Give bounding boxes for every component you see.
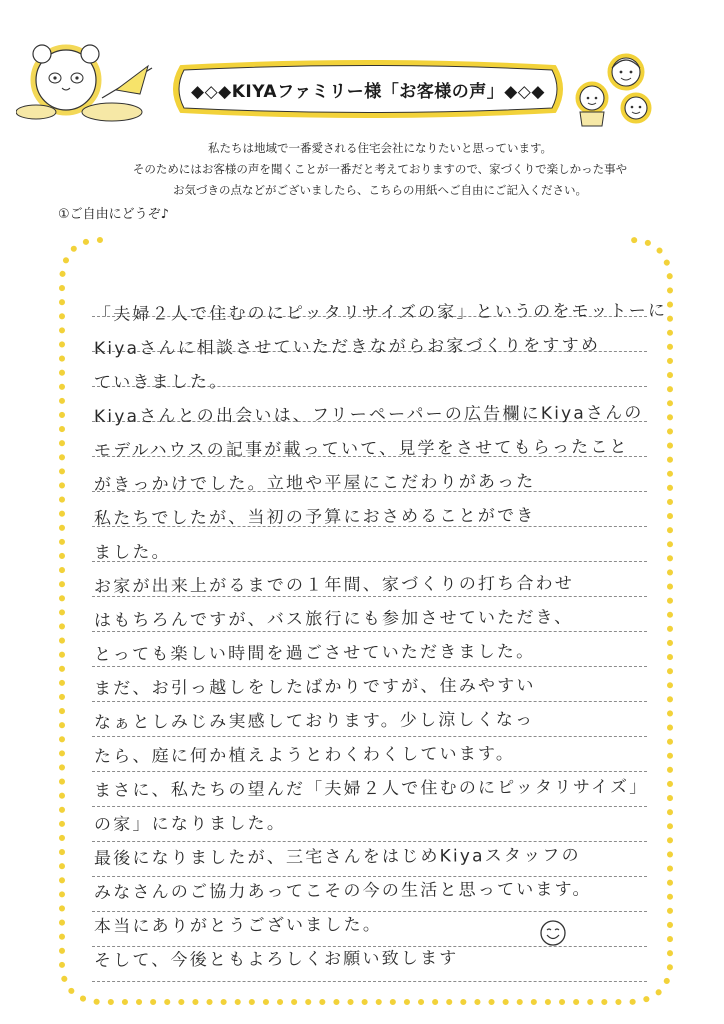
- letter-line: 「夫婦２人で住むのにピッタリサイズの家」というのをモットーに: [93, 300, 668, 325]
- letter-line: ました。: [93, 542, 171, 563]
- letter-line: モデルハウスの記事が載っていて、見学をさせてもらったこと: [93, 437, 629, 461]
- section-label: ①ご自由にどうぞ♪: [58, 207, 169, 222]
- letter-line: とっても楽しい時間を過ごさせていただきました。: [93, 641, 536, 665]
- letter-line: たら、庭に何か植えようとわくわくしています。: [93, 744, 516, 767]
- intro-line: 私たちは地域で一番愛される住宅会社になりたいと思っています。: [207, 141, 553, 155]
- page-title: ◆◇◆KIYAファミリー様「お客様の声」◆◇◆: [191, 82, 545, 102]
- letter-line: 最後になりましたが、三宅さんをはじめKiyaスタッフの: [93, 845, 581, 869]
- letter-line: がきっかけでした。立地や平屋にこだわりがあった: [93, 471, 536, 495]
- letter-line: 私たちでしたが、当初の予算におさめることができ: [93, 505, 536, 529]
- letter-line: Kiyaさんとの出会いは、フリーペーパーの広告欄にKiyaさんの: [93, 403, 644, 427]
- letter-line: そして、今後ともよろしくお願い致します: [93, 948, 459, 971]
- letter-line: なぁとしみじみ実感しております。少し涼しくなっ: [93, 709, 535, 733]
- letter-line: みなさんのご協力あってこその今の生活と思っています。: [93, 879, 592, 903]
- letter-line: まだ、お引っ越しをしたばかりですが、住みやすい: [93, 675, 536, 699]
- letter-line: まさに、私たちの望んだ「夫婦２人で住むのにピッタリサイズ」: [93, 777, 649, 801]
- letter-line: 本当にありがとうございました。: [93, 914, 383, 937]
- letter-line: Kiyaさんに相談させていただきながらお家づくりをすすめ: [93, 335, 601, 359]
- smiley-face-icon: [538, 918, 568, 948]
- intro-line: そのためにはお客様の声を聞くことが一番だと考えておりますので、家づくりで楽しかった事や: [132, 162, 628, 176]
- letter-line: はもちろんですが、バス旅行にも参加させていただき、: [93, 607, 574, 631]
- letter-line: の家」になりました。: [93, 813, 287, 835]
- letter-line: ていきました。: [93, 372, 229, 393]
- intro-line: お気づきの点などがございましたら、こちらの用紙へご自由にご記入ください。: [173, 183, 587, 197]
- letter-line: お家が出来上がるまでの１年間、家づくりの打ち合わせ: [93, 573, 575, 597]
